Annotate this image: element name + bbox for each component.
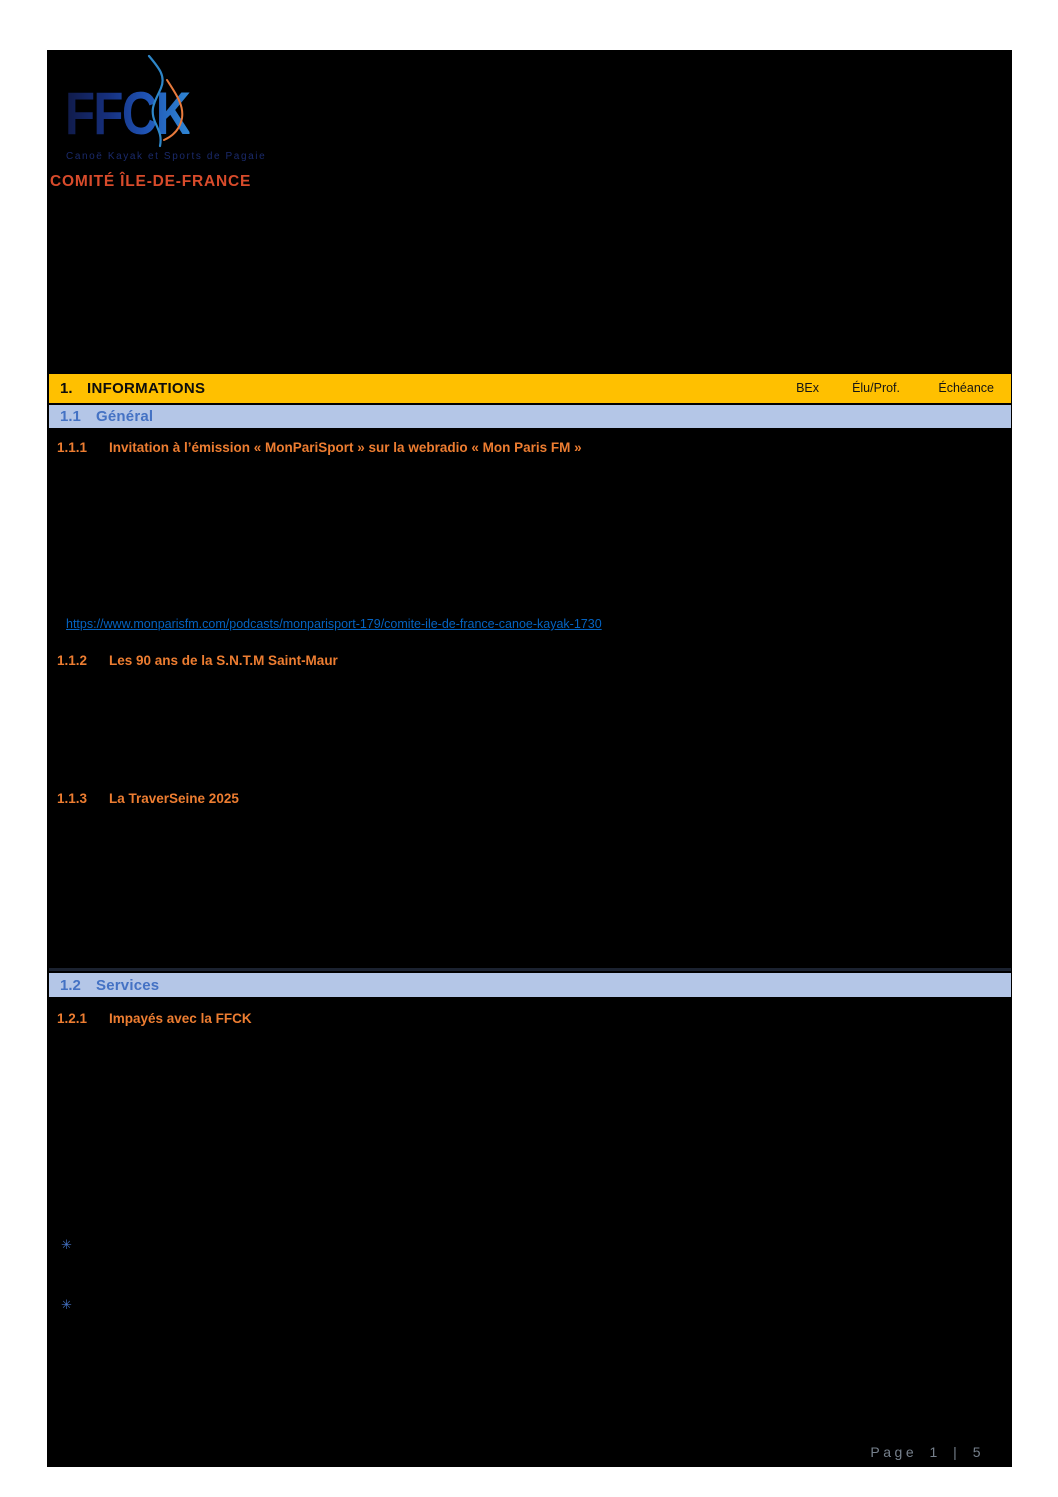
subheading-title: La TraverSeine 2025 [109,791,239,806]
section-number: 1.1 [60,408,81,425]
informations-title: INFORMATIONS [87,380,206,397]
subheading-title: Les 90 ans de la S.N.T.M Saint-Maur [109,653,338,668]
table-rule [49,968,1011,971]
subheading-number: 1.2.1 [57,1011,88,1026]
committee-title: COMITÉ ÎLE-DE-FRANCE [50,173,252,190]
subheading-number: 1.1.3 [57,791,88,806]
informations-header-bar [49,374,1011,403]
column-header-echeance: Échéance [938,381,994,395]
section-number: 1.2 [60,976,81,994]
informations-number: 1. [60,380,73,397]
podcast-link[interactable]: https://www.monparisfm.com/podcasts/monparisport-179/comite-ile-de-france-canoe-kayak-1730 [66,617,602,631]
subheading-title: Impayés avec la FFCK [109,1011,252,1026]
logo-tagline: Canoë Kayak et Sports de Pagaie [66,151,267,162]
section-bar-general [49,405,1011,428]
subheading-number: 1.1.1 [57,440,88,455]
bullet-icon: ✳ [61,1237,72,1252]
bullet-icon: ✳ [61,1297,72,1312]
section-title: Général [96,408,154,425]
ffck-logo: FFCK [65,80,190,147]
page-number: Page 1 | 5 [870,1444,984,1460]
subheading-title: Invitation à l’émission « MonPariSport » sur la webradio « Mon Paris FM » [109,440,582,455]
section-title: Services [96,976,160,994]
column-header-bex: BEx [796,381,819,395]
section-bar-services [49,973,1011,997]
document-page [47,50,1012,1467]
column-header-elu-prof: Élu/Prof. [852,381,900,395]
subheading-number: 1.1.2 [57,653,88,668]
